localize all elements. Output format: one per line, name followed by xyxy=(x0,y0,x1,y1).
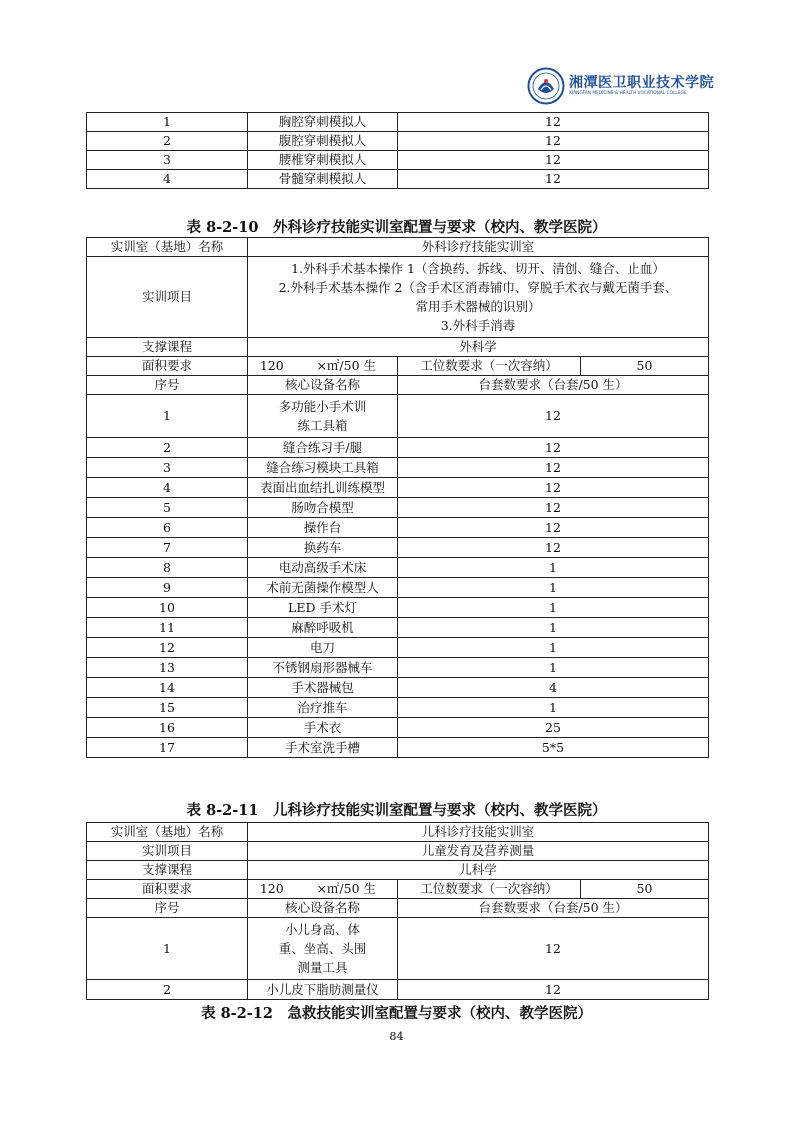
col-header-qty: 台套数要求（台套/50 生） xyxy=(398,376,709,395)
row-qty: 12 xyxy=(398,980,709,1000)
table-caption-emergency: 表 8-2-12 急救技能实训室配置与要求（校内、教学医院） xyxy=(201,1005,592,1022)
col-header-equipment: 核心设备名称 xyxy=(248,376,398,395)
row-qty: 12 xyxy=(398,918,709,980)
project-value xyxy=(248,257,709,338)
table-row xyxy=(87,170,709,189)
row-equipment-name: 不锈钢扇形器械车 xyxy=(248,658,398,678)
table-row xyxy=(87,151,709,170)
row-no: 13 xyxy=(87,658,248,678)
table-row xyxy=(87,678,709,698)
row-no: 15 xyxy=(87,698,248,718)
page-number: 84 xyxy=(389,1030,404,1043)
table-caption-pediatric: 表 8-2-11 儿科诊疗技能实训室配置与要求（校内、教学医院） xyxy=(186,802,607,819)
row-qty: 5*5 xyxy=(398,738,709,758)
row-qty: 12 xyxy=(398,478,709,498)
row-no: 16 xyxy=(87,718,248,738)
table-row xyxy=(87,518,709,538)
station-value: 50 xyxy=(581,357,709,376)
row-no: 3 xyxy=(87,151,248,170)
row-equipment-name: 治疗推车 xyxy=(248,698,398,718)
row-equipment-name: 腹腔穿刺模拟人 xyxy=(248,132,398,151)
school-name-cn: 湘潭医卫职业技术学院 xyxy=(569,74,714,91)
table-row xyxy=(87,598,709,618)
area-label: 面积要求 xyxy=(87,880,248,899)
project-label: 实训项目 xyxy=(87,257,248,338)
row-equipment-name: 操作台 xyxy=(248,518,398,538)
table-row xyxy=(87,438,709,458)
row-equipment-name: 电刀 xyxy=(248,638,398,658)
table-surgery xyxy=(86,237,709,758)
table-row xyxy=(87,718,709,738)
project-label: 实训项目 xyxy=(87,842,248,861)
row-equipment-name: 术前无菌操作模型人 xyxy=(248,578,398,598)
table-row xyxy=(87,458,709,478)
row-qty: 1 xyxy=(398,698,709,718)
row-equipment-name: 表面出血结扎训练模型 xyxy=(248,478,398,498)
table-row xyxy=(87,638,709,658)
row-equipment-name: 缝合练习模块工具箱 xyxy=(248,458,398,478)
course-value: 外科学 xyxy=(248,338,709,357)
row-qty: 12 xyxy=(398,498,709,518)
table-row xyxy=(87,918,709,980)
table-top-continuation xyxy=(86,112,709,189)
table-row xyxy=(87,132,709,151)
room-label: 实训室（基地）名称 xyxy=(87,823,248,842)
row-equipment-name: 小儿皮下脂肪测量仪 xyxy=(248,980,398,1000)
row-equipment-name: 换药车 xyxy=(248,538,398,558)
table-row xyxy=(87,498,709,518)
row-qty: 1 xyxy=(398,618,709,638)
school-logo xyxy=(527,66,714,106)
row-equipment-name: 手术室洗手槽 xyxy=(248,738,398,758)
row-equipment-name: 小儿身高、体重、坐高、头围测量工具 xyxy=(248,918,398,980)
school-emblem-icon xyxy=(527,67,565,105)
row-no: 2 xyxy=(87,132,248,151)
station-label: 工位数要求（一次容纳） xyxy=(398,357,581,376)
project-line-4: 3.外科手消毒 xyxy=(440,318,516,333)
area-label: 面积要求 xyxy=(87,357,248,376)
course-label: 支撑课程 xyxy=(87,861,248,880)
row-no: 10 xyxy=(87,598,248,618)
row-no: 2 xyxy=(87,438,248,458)
row-equipment-name: 手术衣 xyxy=(248,718,398,738)
project-line-2: 2.外科手术基本操作 2（含手术区消毒铺巾、穿脱手术衣与戴无菌手套、 xyxy=(278,280,678,295)
row-qty: 12 xyxy=(398,113,709,132)
station-label: 工位数要求（一次容纳） xyxy=(398,880,581,899)
row-equipment-name: 多功能小手术训练工具箱 xyxy=(248,395,398,438)
col-header-equipment: 核心设备名称 xyxy=(248,899,398,918)
table-row xyxy=(87,980,709,1000)
row-qty: 25 xyxy=(398,718,709,738)
row-qty: 1 xyxy=(398,638,709,658)
row-qty: 12 xyxy=(398,438,709,458)
row-equipment-name: 胸腔穿刺模拟人 xyxy=(248,113,398,132)
row-qty: 1 xyxy=(398,658,709,678)
row-no: 8 xyxy=(87,558,248,578)
row-equipment-name: 腰椎穿刺模拟人 xyxy=(248,151,398,170)
row-no: 1 xyxy=(87,113,248,132)
room-value: 外科诊疗技能实训室 xyxy=(248,238,709,257)
row-equipment-name: 缝合练习手/腿 xyxy=(248,438,398,458)
row-equipment-name: LED 手术灯 xyxy=(248,598,398,618)
row-no: 4 xyxy=(87,478,248,498)
project-line-1: 1.外科手术基本操作 1（含换药、拆线、切开、清创、缝合、止血） xyxy=(291,261,665,276)
row-qty: 12 xyxy=(398,458,709,478)
row-no: 6 xyxy=(87,518,248,538)
row-no: 14 xyxy=(87,678,248,698)
room-label: 实训室（基地）名称 xyxy=(87,238,248,257)
row-qty: 1 xyxy=(398,578,709,598)
table-row xyxy=(87,578,709,598)
row-qty: 1 xyxy=(398,598,709,618)
col-header-qty: 台套数要求（台套/50 生） xyxy=(398,899,709,918)
course-value: 儿科学 xyxy=(248,861,709,880)
table-row xyxy=(87,658,709,678)
row-equipment-name: 电动高级手术床 xyxy=(248,558,398,578)
row-no: 1 xyxy=(87,918,248,980)
row-no: 17 xyxy=(87,738,248,758)
row-equipment-name: 骨髓穿刺模拟人 xyxy=(248,170,398,189)
room-value: 儿科诊疗技能实训室 xyxy=(248,823,709,842)
area-value: 120 xyxy=(248,880,296,899)
table-row xyxy=(87,558,709,578)
row-qty: 4 xyxy=(398,678,709,698)
area-unit: ×㎡/50 生 xyxy=(296,357,398,376)
table-row xyxy=(87,113,709,132)
project-value: 儿童发育及营养测量 xyxy=(248,842,709,861)
row-qty: 12 xyxy=(398,395,709,438)
table-row xyxy=(87,478,709,498)
table-row xyxy=(87,538,709,558)
row-no: 11 xyxy=(87,618,248,638)
row-qty: 12 xyxy=(398,132,709,151)
row-qty: 12 xyxy=(398,518,709,538)
row-no: 7 xyxy=(87,538,248,558)
table-caption-surgery: 表 8-2-10 外科诊疗技能实训室配置与要求（校内、教学医院） xyxy=(186,219,607,236)
row-equipment-name: 手术器械包 xyxy=(248,678,398,698)
area-value: 120 xyxy=(248,357,296,376)
row-no: 5 xyxy=(87,498,248,518)
row-equipment-name: 肠吻合模型 xyxy=(248,498,398,518)
row-no: 12 xyxy=(87,638,248,658)
col-header-no: 序号 xyxy=(87,376,248,395)
table-row xyxy=(87,738,709,758)
row-no: 2 xyxy=(87,980,248,1000)
table-row xyxy=(87,395,709,438)
station-value: 50 xyxy=(581,880,709,899)
row-no: 9 xyxy=(87,578,248,598)
row-equipment-name: 麻醉呼吸机 xyxy=(248,618,398,638)
school-name-en: XIANGTAN MEDICINE & HEALTH VOCATIONAL COLLEGE xyxy=(569,90,687,96)
col-header-no: 序号 xyxy=(87,899,248,918)
row-no: 4 xyxy=(87,170,248,189)
table-row xyxy=(87,618,709,638)
course-label: 支撑课程 xyxy=(87,338,248,357)
row-qty: 12 xyxy=(398,151,709,170)
row-qty: 12 xyxy=(398,170,709,189)
row-no: 1 xyxy=(87,395,248,438)
table-row xyxy=(87,698,709,718)
table-pediatric xyxy=(86,822,709,1000)
row-no: 3 xyxy=(87,458,248,478)
project-line-3: 常用手术器械的识别） xyxy=(415,299,541,314)
area-unit: ×㎡/50 生 xyxy=(296,880,398,899)
row-qty: 12 xyxy=(398,538,709,558)
row-qty: 1 xyxy=(398,558,709,578)
